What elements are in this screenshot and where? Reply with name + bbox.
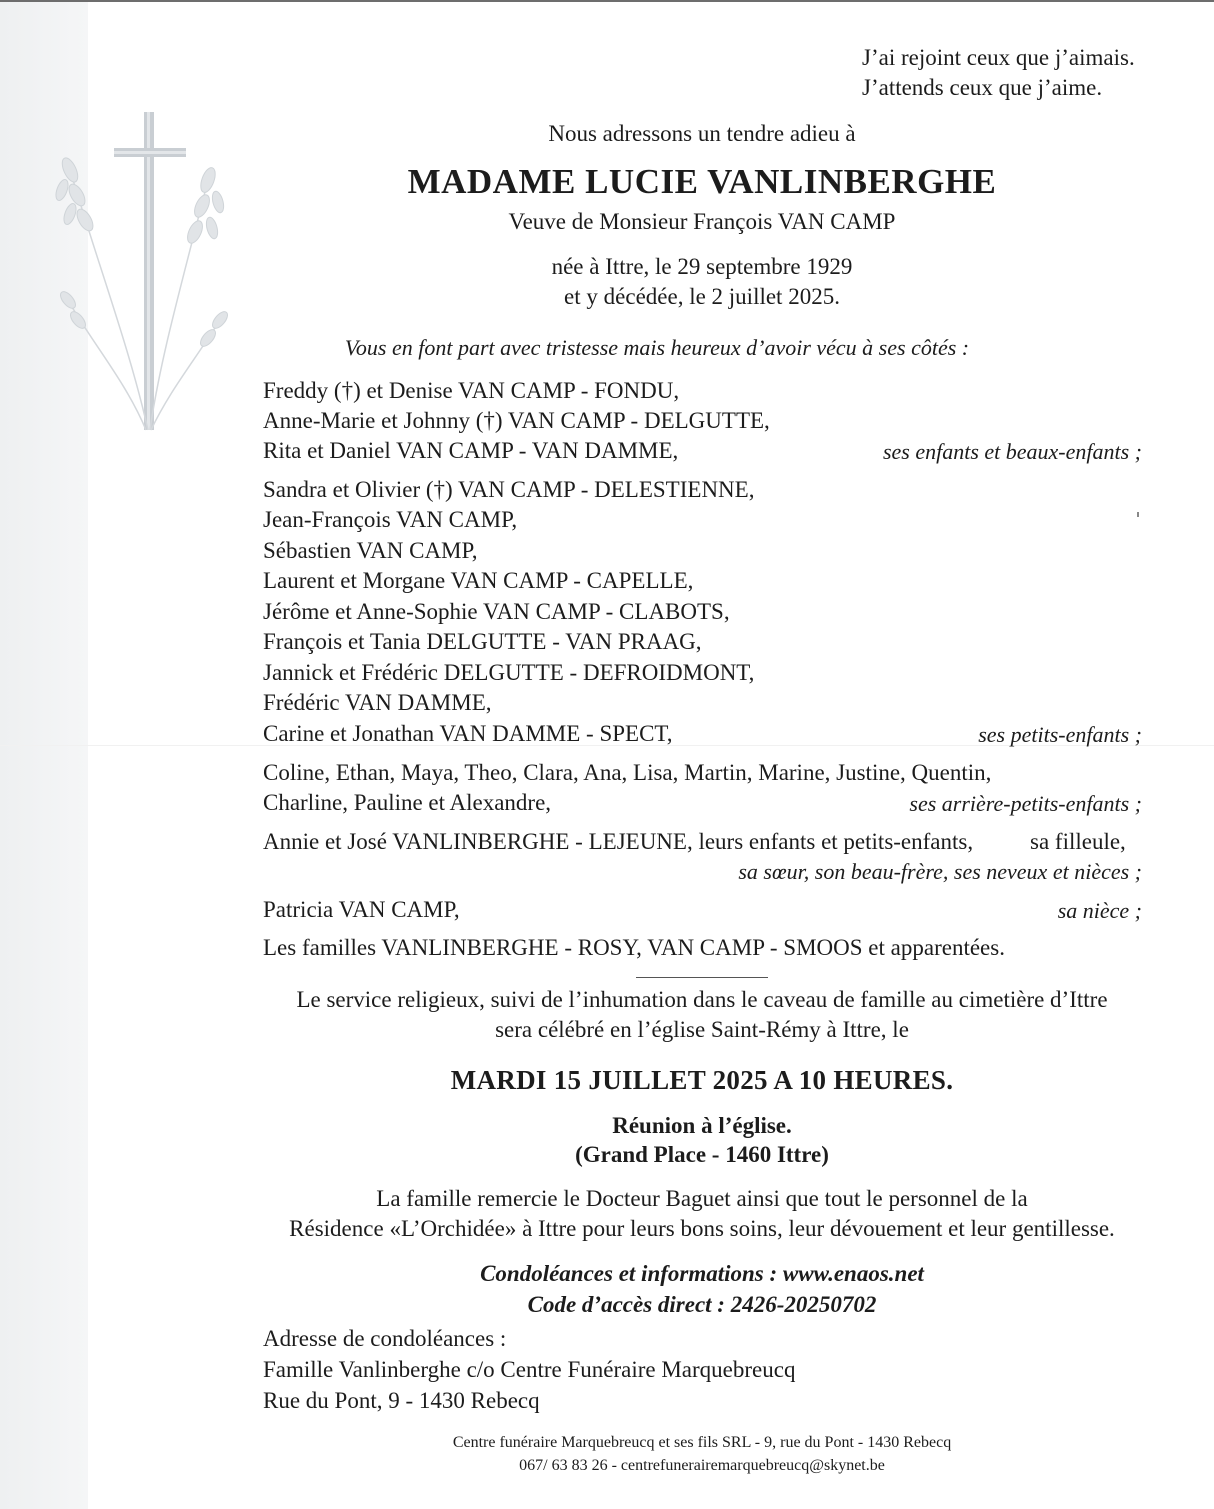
thanks-line-1: La famille remercie le Docteur Baguet ainsi que tout le personnel de la — [376, 1186, 1028, 1211]
family-line: Patricia VAN CAMP, — [263, 897, 460, 922]
family-line: Anne-Marie et Johnny (†) VAN CAMP - DELGUTTE, — [263, 408, 770, 433]
service-line-1: Le service religieux, suivi de l’inhumation dans le caveau de famille au cimetière d’Ittre — [296, 987, 1108, 1012]
footer-company: Centre funéraire Marquebreucq et ses fils SRL - 9, rue du Pont - 1430 Rebecq — [452, 1434, 952, 1451]
family-line: Sébastien VAN CAMP, — [263, 538, 478, 563]
relation-label: sa sœur, son beau-frère, ses neveux et nièces ; — [738, 859, 1142, 884]
family-line: Rita et Daniel VAN CAMP - VAN DAMME, — [263, 438, 679, 463]
announcement: Vous en font part avec tristesse mais heureux d’avoir vécu à ses côtés : — [344, 335, 970, 360]
relation-label: ses petits-enfants ; — [978, 722, 1142, 747]
deceased-name: MADAME LUCIE VANLINBERGHE — [407, 162, 997, 201]
family-line: Les familles VANLINBERGHE - ROSY, VAN CAMP - SMOOS et apparentées. — [263, 935, 1005, 960]
family-line: François et Tania DELGUTTE - VAN PRAAG, — [263, 629, 702, 654]
family-line: Frédéric VAN DAMME, — [263, 690, 492, 715]
relation-label: ses arrière-petits-enfants ; — [909, 791, 1142, 816]
thanks-line-2: Résidence «L’Orchidée» à Ittre pour leurs bons soins, leur dévouement et leur gentillesse. — [289, 1216, 1115, 1241]
divider — [636, 977, 768, 978]
cross-icon — [114, 112, 186, 430]
widow-of: Veuve de Monsieur François VAN CAMP — [508, 209, 896, 234]
relation-label: sa nièce ; — [1057, 898, 1142, 923]
address-line: Famille Vanlinberghe c/o Centre Funéraire Marquebreucq — [263, 1357, 796, 1382]
death-line: et y décédée, le 2 juillet 2025. — [564, 284, 840, 309]
birth-line: née à Ittre, le 29 septembre 1929 — [551, 254, 853, 279]
address-line: Rue du Pont, 9 - 1430 Rebecq — [263, 1388, 540, 1413]
relation-label: sa filleule, — [1030, 829, 1126, 854]
condolences-website: Condoléances et informations : www.enaos.net — [480, 1261, 924, 1286]
family-line: Freddy (†) et Denise VAN CAMP - FONDU, — [263, 378, 680, 403]
top-border — [0, 0, 1214, 2]
family-line: Carine et Jonathan VAN DAMME - SPECT, — [263, 721, 673, 746]
family-line: Annie et José VANLINBERGHE - LEJEUNE, leurs enfants et petits-enfants, — [263, 829, 974, 854]
address-line: Adresse de condoléances : — [263, 1326, 507, 1351]
family-line: Laurent et Morgane VAN CAMP - CAPELLE, — [263, 568, 694, 593]
meeting-place: Réunion à l’église. — [612, 1113, 792, 1138]
family-line: Sandra et Olivier (†) VAN CAMP - DELESTIENNE, — [263, 477, 755, 502]
family-line: Jean-François VAN CAMP, — [263, 507, 518, 532]
family-line: Coline, Ethan, Maya, Theo, Clara, Ana, Lisa, Martin, Marine, Justine, Quentin, — [263, 760, 992, 785]
family-line: Charline, Pauline et Alexandre, — [263, 790, 552, 815]
intro-text: Nous adressons un tendre adieu à — [548, 121, 856, 146]
footer-contact: 067/ 63 83 26 - centrefunerairemarquebreucq@skynet.be — [519, 1457, 885, 1474]
relation-label: ses enfants et beaux-enfants ; — [882, 439, 1142, 464]
epigraph-line-2: J’attends ceux que j’aime. — [862, 75, 1103, 100]
cross-wheat-emblem — [30, 110, 230, 440]
meeting-address: (Grand Place - 1460 Ittre) — [575, 1142, 829, 1167]
service-date: MARDI 15 JUILLET 2025 A 10 HEURES. — [450, 1065, 954, 1095]
family-line: Jannick et Frédéric DELGUTTE - DEFROIDMONT, — [263, 660, 755, 685]
service-line-2: sera célébré en l’église Saint-Rémy à Ittre, le — [495, 1017, 909, 1042]
family-line: Jérôme et Anne-Sophie VAN CAMP - CLABOTS, — [263, 599, 730, 624]
epigraph-line-1: J’ai rejoint ceux que j’aimais. — [862, 45, 1135, 70]
access-code: Code d’accès direct : 2426-20250702 — [527, 1292, 877, 1317]
ink-speck — [1137, 512, 1139, 517]
